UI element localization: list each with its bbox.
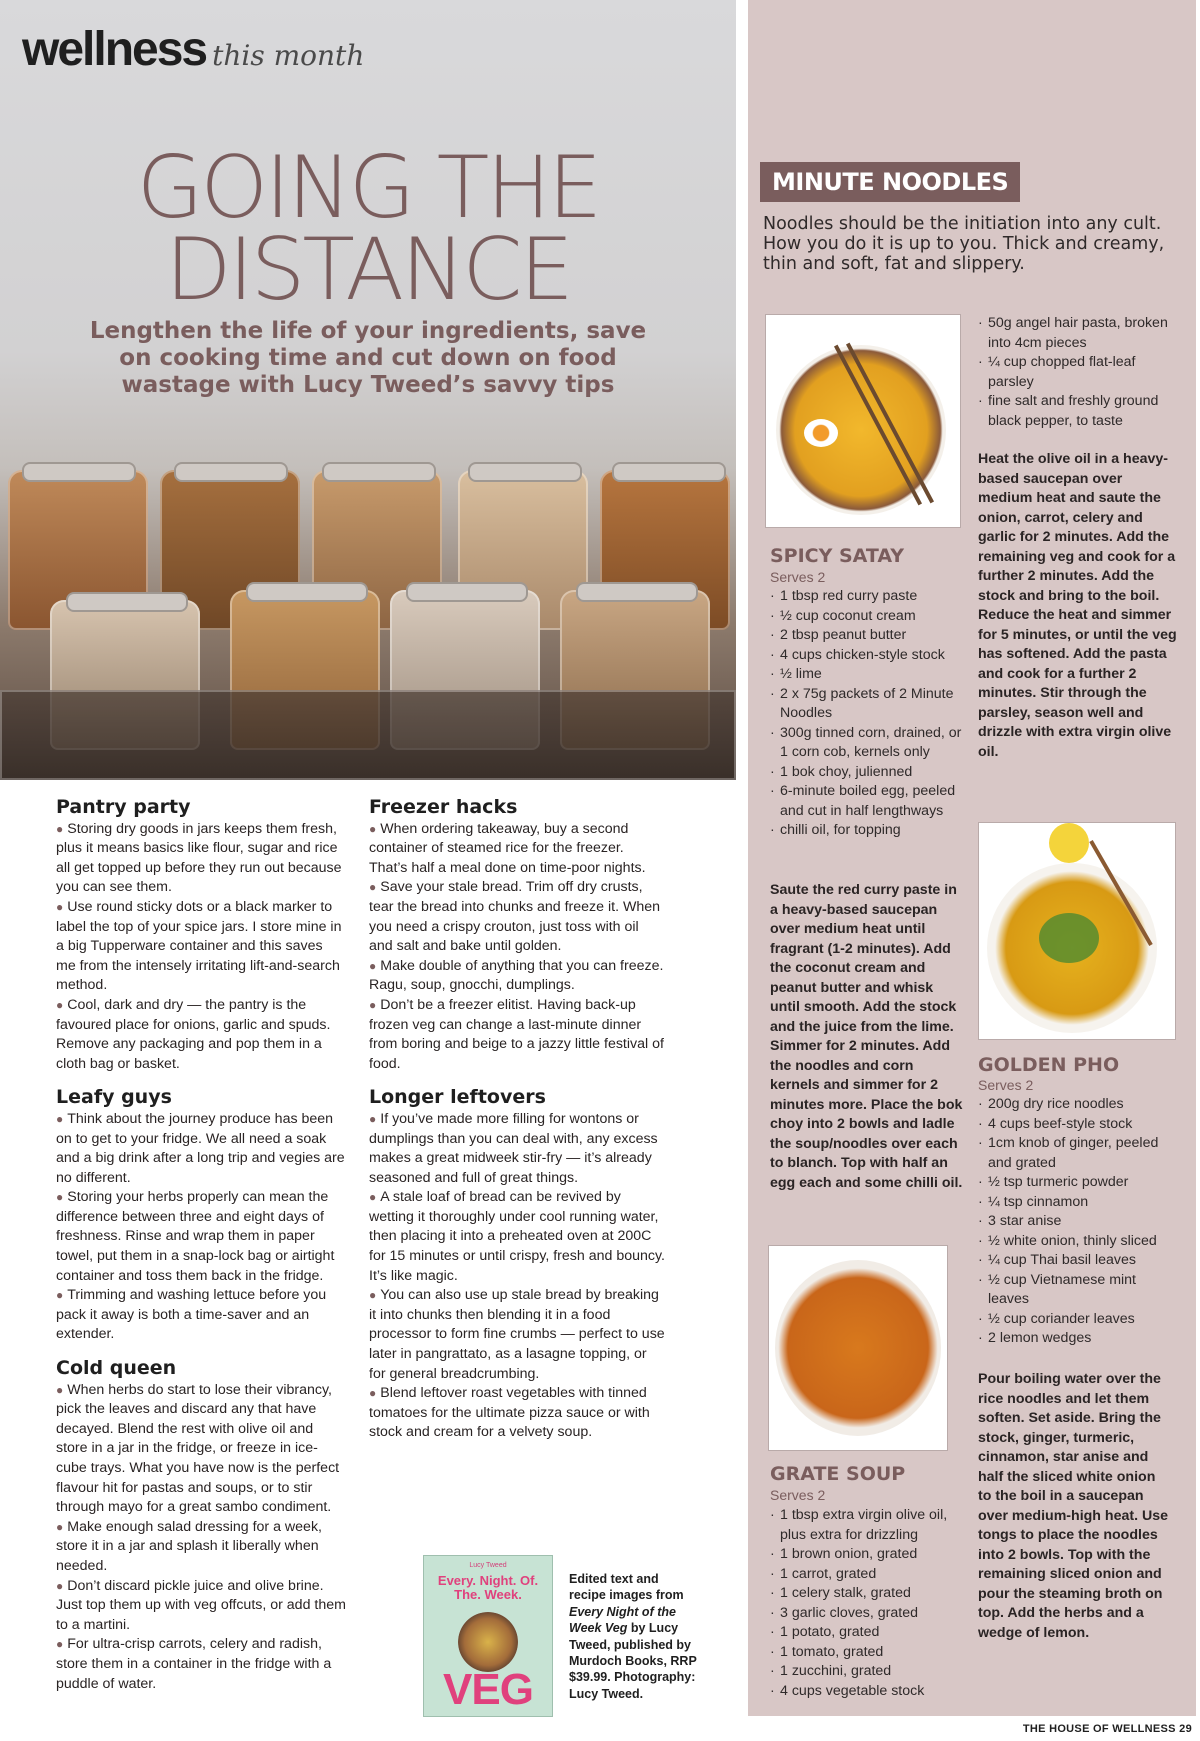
- tip-bullet: ● Don’t be a freezer elitist. Having back-up frozen veg can change a last-minute dinner from boring and beige to a jazzy little festival of food.: [369, 996, 665, 1074]
- tip-bullet: ● Don’t discard pickle juice and olive brine. Just top them up with veg offcuts, or add them to a martini.: [56, 1577, 346, 1636]
- section: [56, 798, 346, 1074]
- ingredient-item: · fine salt and freshly ground black pepper, to taste: [978, 392, 1178, 431]
- ingredient-item: · 1 bok choy, julienned: [770, 763, 965, 783]
- masthead-brand: wellness: [22, 23, 207, 76]
- headline-line-2: DISTANCE: [165, 219, 571, 320]
- book-title-top: Every. Night. Of. The. Week.: [437, 1573, 539, 1602]
- left-column: [56, 798, 346, 1708]
- section-heading: Freezer hacks: [369, 796, 518, 818]
- ingredient-item: · 4 cups vegetable stock: [770, 1682, 965, 1702]
- ingredient-item: · 200g dry rice noodles: [978, 1095, 1178, 1115]
- ingredient-item: · 1 potato, grated: [770, 1623, 965, 1643]
- ingredient-item: · ¼ cup chopped flat-leaf parsley: [978, 353, 1178, 392]
- grate-soup-ingredients-cont: [978, 314, 1178, 431]
- sidebar-badge: MINUTE NOODLES: [760, 162, 1020, 202]
- tip-bullet: ● Make double of anything that you can freeze. Ragu, soup, gnocchi, dumplings.: [369, 957, 665, 996]
- tip-bullet: ● A stale loaf of bread can be revived by wetting it thoroughly under cool running water, then placing it into a preheated oven at 200C for 15 minutes or until crispy, fresh and bouncy. It’s like magic.: [369, 1188, 665, 1286]
- ingredient-item: · 1 zucchini, grated: [770, 1662, 965, 1682]
- spicy-satay-serves: Serves 2: [770, 569, 826, 585]
- page-footer: THE HOUSE OF WELLNESS 29: [1022, 1723, 1192, 1735]
- section: [369, 1088, 665, 1443]
- ingredient-item: · ½ cup Vietnamese mint leaves: [978, 1271, 1178, 1310]
- grate-soup-title: GRATE SOUP: [770, 1463, 906, 1485]
- tip-bullet: ● Think about the journey produce has been on to get to your fridge. We all need a soak and a big drink after a long trip and vegies are no different.: [56, 1110, 346, 1188]
- masthead: [22, 22, 364, 77]
- ingredient-item: · ¼ tsp cinnamon: [978, 1193, 1178, 1213]
- ingredient-item: · ½ lime: [770, 665, 965, 685]
- ingredient-item: · 1 tbsp extra virgin olive oil, plus extra for drizzling: [770, 1506, 965, 1545]
- masthead-sub: this month: [212, 39, 365, 72]
- standfirst: Lengthen the life of your ingredients, save on cooking time and cut down on food wastage with Lucy Tweed’s savvy tips: [89, 318, 647, 398]
- ingredient-item: · 6-minute boiled egg, peeled and cut in half lengthways: [770, 782, 965, 821]
- ingredient-item: · 1 brown onion, grated: [770, 1545, 965, 1565]
- book-title-big: VEG: [443, 1665, 533, 1714]
- grate-soup-photo: [768, 1245, 948, 1451]
- section-heading: Pantry party: [56, 796, 191, 818]
- ingredient-item: · 1 tbsp red curry paste: [770, 587, 965, 607]
- spicy-satay-ingredients: [770, 587, 965, 841]
- ingredient-item: · 4 cups beef-style stock: [978, 1115, 1178, 1135]
- golden-pho-photo: [978, 822, 1176, 1040]
- credit: [569, 1571, 697, 1702]
- ingredient-item: · ½ cup coconut cream: [770, 607, 965, 627]
- grate-soup-ingredients: [770, 1506, 965, 1701]
- section: [56, 1088, 346, 1345]
- ingredient-item: · chilli oil, for topping: [770, 821, 965, 841]
- tip-bullet: ● Trimming and washing lettuce before you pack it away is both a time-saver and an extender.: [56, 1286, 346, 1345]
- section-heading: Leafy guys: [56, 1086, 172, 1109]
- tip-bullet: ● For ultra-crisp carrots, celery and radish, store them in a container in the fridge with a puddle of water.: [56, 1635, 346, 1694]
- tip-bullet: ● Use round sticky dots or a black marker to label the top of your spice jars. I store mine in a big Tupperware container and this saves me from the intensely irritating lift-and-search method.: [56, 898, 346, 996]
- tip-bullet: ● You can also use up stale bread by breaking it into chunks then blending it in a food processor to form fine crumbs — perfect to use later in pangrattato, as a lasagne topping, or for general breadcrumbing.: [369, 1286, 665, 1384]
- ingredient-item: · 1cm knob of ginger, peeled and grated: [978, 1134, 1178, 1173]
- golden-pho-title: GOLDEN PHO: [978, 1054, 1120, 1076]
- golden-pho-serves: Serves 2: [978, 1077, 1034, 1093]
- ingredient-item: · 3 garlic cloves, grated: [770, 1604, 965, 1624]
- ingredient-item: · 4 cups chicken-style stock: [770, 646, 965, 666]
- ingredient-item: · 1 celery stalk, grated: [770, 1584, 965, 1604]
- ingredient-item: · ¼ cup Thai basil leaves: [978, 1251, 1178, 1271]
- golden-pho-ingredients: [978, 1095, 1178, 1349]
- ingredient-item: · 300g tinned corn, drained, or 1 corn cob, kernels only: [770, 724, 965, 763]
- ingredient-item: · 2 lemon wedges: [978, 1329, 1178, 1349]
- headline-line-1: GOING THE: [136, 138, 600, 238]
- grate-soup-serves: Serves 2: [770, 1487, 826, 1503]
- ingredient-item: · ½ white onion, thinly sliced: [978, 1232, 1178, 1252]
- tip-bullet: ● Blend leftover roast vegetables with tinned tomatoes for the ultimate pizza sauce or with stock and cream for a velvety soup.: [369, 1384, 665, 1443]
- spicy-satay-title: SPICY SATAY: [770, 545, 905, 567]
- section: [369, 798, 665, 1074]
- ingredient-item: · 3 star anise: [978, 1212, 1178, 1232]
- book-bowl-image: [458, 1612, 518, 1672]
- ingredient-item: · 1 carrot, grated: [770, 1565, 965, 1585]
- pantry-jars-photo: [0, 450, 736, 780]
- ingredient-item: · 50g angel hair pasta, broken into 4cm pieces: [978, 314, 1178, 353]
- headline: [0, 138, 736, 320]
- book-author: Lucy Tweed: [469, 1562, 507, 1569]
- credit-pre: Edited text and recipe images from: [569, 1572, 684, 1603]
- middle-column: [369, 798, 665, 1457]
- section-heading: Cold queen: [56, 1357, 177, 1380]
- section: [56, 1359, 346, 1694]
- tip-bullet: ● When ordering takeaway, buy a second container of steamed rice for the freezer. That’s half a meal done on time-poor nights.: [369, 820, 665, 879]
- tip-bullet: ● Storing dry goods in jars keeps them fresh, plus it means basics like flour, sugar and rice all get topped up before they run out because you can see them.: [56, 820, 346, 898]
- tip-bullet: ● Storing your herbs properly can mean the difference between three and eight days of freshness. Rinse and wrap them in paper towel, put them in a snap-lock bag or airtight container and toss them back in the fridge.: [56, 1188, 346, 1286]
- credit-book: Every Night of the Week Veg: [569, 1604, 676, 1636]
- tip-bullet: ● Cool, dark and dry — the pantry is the favoured place for onions, garlic and spuds. Remove any packaging and pop them in a cloth bag or basket.: [56, 996, 346, 1074]
- sidebar-intro: Noodles should be the initiation into any cult. How you do it is up to you. Thick and creamy, thin and soft, fat and slippery.: [763, 214, 1165, 274]
- credit-post: by Lucy Tweed, published by Murdoch Books, RRP $39.99. Photography: Lucy Tweed.: [569, 1621, 697, 1701]
- tip-bullet: ● Make enough salad dressing for a week, store it in a jar and splash it liberally when needed.: [56, 1518, 346, 1577]
- tip-bullet: ● When herbs do start to lose their vibrancy, pick the leaves and discard any that have decayed. Blend the rest with olive oil and store in a jar in the fridge, or freeze in ice-cube trays. What you have now is the perfect flavour hit for pastas and soups, or to stir through mayo for a great sambo condiment.: [56, 1381, 346, 1518]
- ingredient-item: · 2 tbsp peanut butter: [770, 626, 965, 646]
- section-heading: Longer leftovers: [369, 1086, 546, 1109]
- spicy-satay-photo: [765, 314, 961, 528]
- tip-bullet: ● If you’ve made more filling for wontons or dumplings than you can deal with, any excess makes a great midweek stir-fry — it’s already seasoned and full of great things.: [369, 1110, 665, 1188]
- golden-pho-method: Pour boiling water over the rice noodles and let them soften. Set aside. Bring the stock, ginger, turmeric, cinnamon, star anise and half the sliced white onion to the boil in a saucepan over medium-high heat. Use tongs to place the noodles into 2 bowls. Top with the remaining sliced onion and pour the steaming broth on top. Add the herbs and a wedge of lemon.: [978, 1371, 1168, 1641]
- ingredient-item: · 1 tomato, grated: [770, 1643, 965, 1663]
- book-cover: [423, 1555, 553, 1717]
- ingredient-item: · ½ tsp turmeric powder: [978, 1173, 1178, 1193]
- tip-bullet: ● Save your stale bread. Trim off dry crusts, tear the bread into chunks and freeze it. When you need a crispy crouton, just toss with oil and salt and bake until golden.: [369, 878, 665, 956]
- grate-soup-method: Heat the olive oil in a heavy-based saucepan over medium heat and saute the onion, carrot, celery and garlic for 2 minutes. Add the remaining veg and cook for a further 2 minutes. Add the stock and bring to the boil. Reduce the heat and simmer for 5 minutes, or until the veg has softened. Add the pasta and cook for a further 2 minutes. Stir through the parsley, season well and drizzle with extra virgin olive oil.: [978, 451, 1177, 760]
- spicy-satay-method: Saute the red curry paste in a heavy-based saucepan over medium heat until fragrant (1-2 minutes). Add the coconut cream and peanut butter and whisk until smooth. Add the stock and the juice from the lime. Simmer for 2 minutes. Add the noodles and corn kernels and simmer for 2 minutes more. Place the bok choy into 2 bowls and ladle the soup/noodles over each to blanch. Top with half an egg each and some chilli oil.: [770, 882, 963, 1191]
- ingredient-item: · 2 x 75g packets of 2 Minute Noodles: [770, 685, 965, 724]
- ingredient-item: · ½ cup coriander leaves: [978, 1310, 1178, 1330]
